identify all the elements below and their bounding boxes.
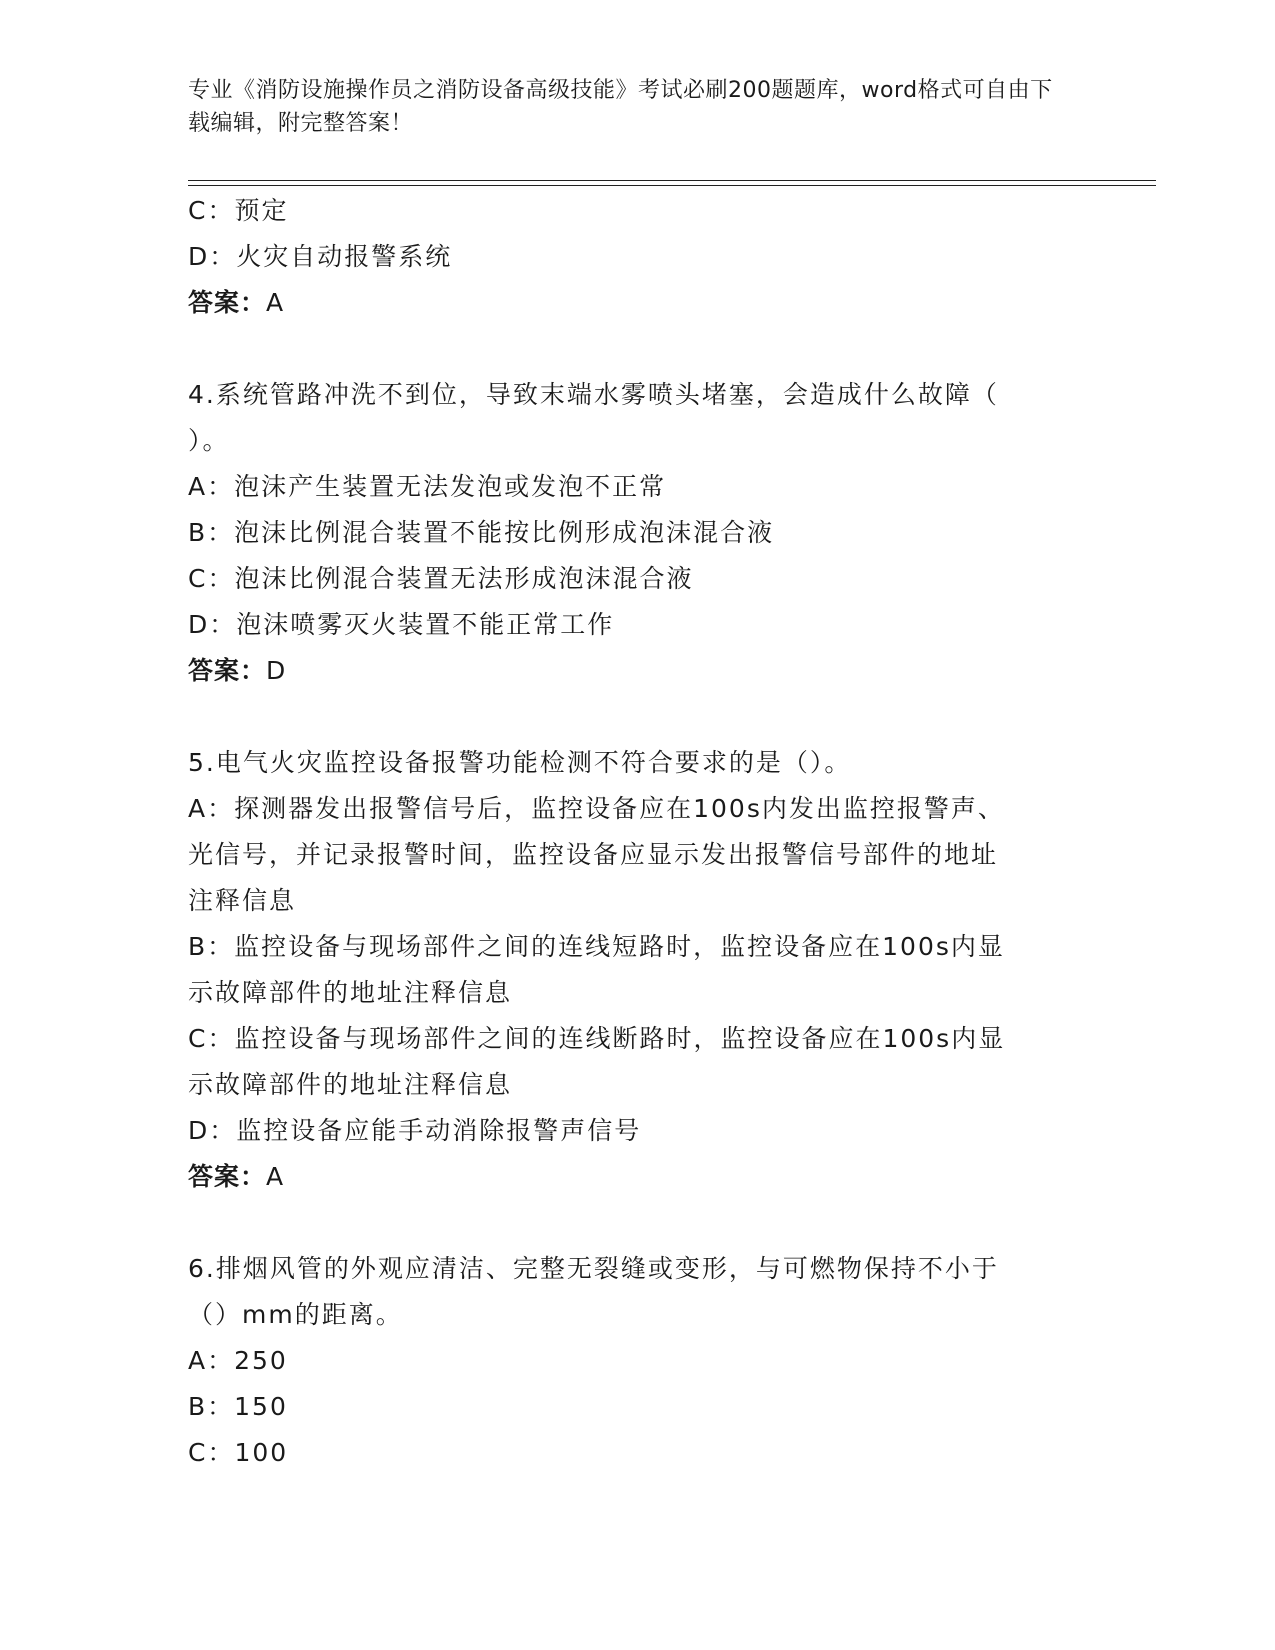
answer-value: A bbox=[266, 288, 285, 317]
spacer bbox=[188, 694, 1068, 740]
prev-question bbox=[188, 188, 1068, 326]
question-content bbox=[188, 188, 1068, 1476]
answer-label: 答案： bbox=[188, 1162, 267, 1191]
answer-line bbox=[188, 1154, 1068, 1200]
option-d: D：火灾自动报警系统 bbox=[188, 242, 453, 271]
answer-value: A bbox=[266, 1162, 285, 1191]
question-stem-cont: ）。 bbox=[188, 426, 230, 455]
option-a-cont: 注释信息 bbox=[188, 886, 297, 915]
answer-line bbox=[188, 280, 1068, 326]
document-header bbox=[188, 74, 1068, 140]
header-divider-bottom bbox=[188, 185, 1156, 186]
option-b: B：泡沫比例混合装置不能按比例形成泡沫混合液 bbox=[188, 518, 775, 547]
option-b: B：监控设备与现场部件之间的连线短路时，监控设备应在100s内显 bbox=[188, 932, 1005, 961]
option-d: D：泡沫喷雾灭火装置不能正常工作 bbox=[188, 610, 615, 639]
question-4 bbox=[188, 372, 1068, 694]
option-a: A：泡沫产生装置无法发泡或发泡不正常 bbox=[188, 472, 667, 501]
option-c: C：100 bbox=[188, 1438, 289, 1467]
spacer bbox=[188, 1200, 1068, 1246]
option-c: C：预定 bbox=[188, 196, 289, 225]
question-5 bbox=[188, 740, 1068, 1200]
answer-value: D bbox=[266, 656, 287, 685]
option-a: A：250 bbox=[188, 1346, 288, 1375]
answer-label: 答案： bbox=[188, 288, 267, 317]
question-stem: 5.电气火灾监控设备报警功能检测不符合要求的是（）。 bbox=[188, 748, 852, 777]
question-stem: 6.排烟风管的外观应清洁、完整无裂缝或变形，与可燃物保持不小于 bbox=[188, 1254, 999, 1283]
answer-line bbox=[188, 648, 1068, 694]
header-text: 专业《消防设施操作员之消防设备高级技能》考试必刷200题题库，word格式可自由下载编辑，附完整答案！ bbox=[188, 78, 1053, 136]
header-divider-top bbox=[188, 180, 1156, 181]
option-c: C：泡沫比例混合装置无法形成泡沫混合液 bbox=[188, 564, 694, 593]
spacer bbox=[188, 326, 1068, 372]
option-c: C：监控设备与现场部件之间的连线断路时，监控设备应在100s内显 bbox=[188, 1024, 1006, 1053]
option-b: B：150 bbox=[188, 1392, 288, 1421]
option-c-cont: 示故障部件的地址注释信息 bbox=[188, 1070, 513, 1099]
option-a: A：探测器发出报警信号后，监控设备应在100s内发出监控报警声、 bbox=[188, 794, 1005, 823]
question-stem-cont: （）mm的距离。 bbox=[188, 1300, 403, 1329]
option-d: D：监控设备应能手动消除报警声信号 bbox=[188, 1116, 642, 1145]
answer-label: 答案： bbox=[188, 656, 267, 685]
option-b-cont: 示故障部件的地址注释信息 bbox=[188, 978, 513, 1007]
question-6 bbox=[188, 1246, 1068, 1476]
question-stem: 4.系统管路冲洗不到位，导致末端水雾喷头堵塞，会造成什么故障（ bbox=[188, 380, 999, 409]
option-a-cont: 光信号，并记录报警时间，监控设备应显示发出报警信号部件的地址 bbox=[188, 840, 999, 869]
